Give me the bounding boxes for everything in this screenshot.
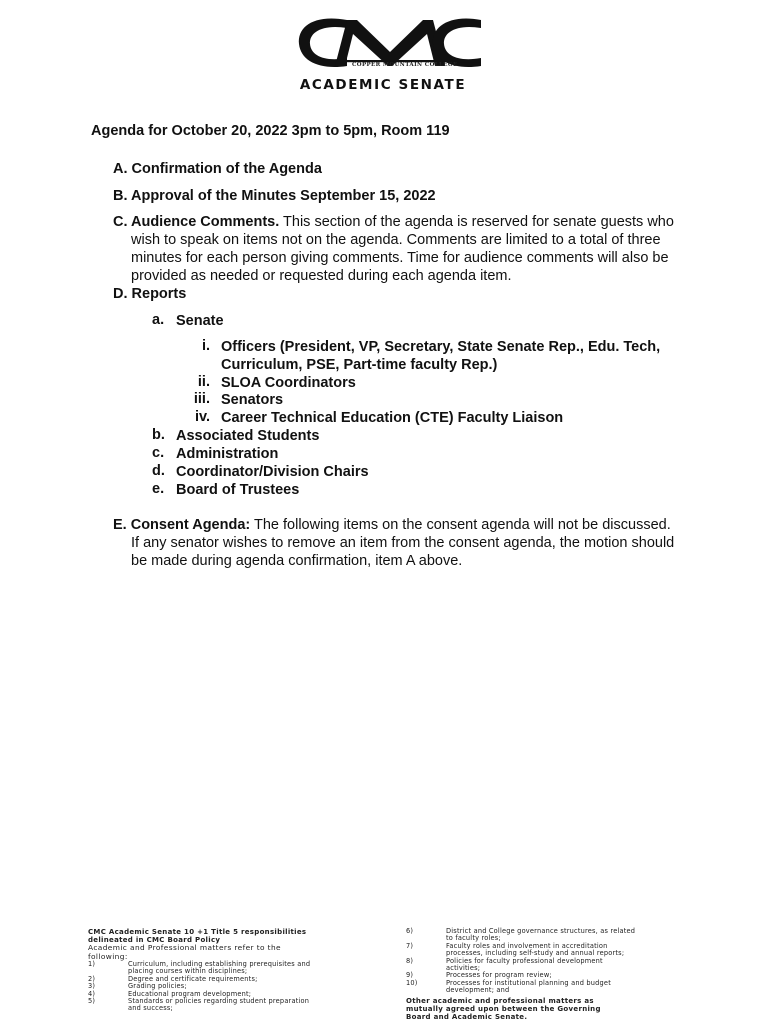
- senate-item-marker: i.: [201, 338, 210, 354]
- footer-item-number: 9): [406, 971, 414, 980]
- agenda-item-c-line3: minutes for each person giving comments. Time for audience comments will also be: [131, 250, 669, 266]
- footer-list-item: [88, 961, 378, 968]
- senate-item-sloa: SLOA Coordinators: [221, 375, 356, 391]
- footer-item-number: 3): [88, 982, 96, 991]
- footer-item-text: Policies for faculty professional development: [446, 956, 603, 965]
- agenda-item-e-lead: E. Consent Agenda:: [113, 517, 251, 533]
- senate-title: ACADEMIC SENATE: [299, 77, 467, 93]
- footer-item-text: Educational program development;: [128, 989, 252, 998]
- footer-item-number: 8): [406, 956, 414, 965]
- footer-item-number: 4): [88, 989, 96, 998]
- footer-item-text: Degree and certificate requirements;: [128, 974, 258, 983]
- footer-heading: CMC Academic Senate 10 +1 Title 5 responsibilities: [88, 928, 307, 936]
- report-marker-d: d.: [152, 463, 165, 479]
- agenda-item-b: B. Approval of the Minutes September 15, 2022: [113, 188, 436, 204]
- footer-list-item: [88, 998, 378, 1005]
- senate-item-officers-cont: Curriculum, PSE, Part-time faculty Rep.): [221, 357, 498, 373]
- footer-item-text: Standards or policies regarding student preparation: [128, 997, 310, 1006]
- report-associated-students: Associated Students: [176, 428, 320, 444]
- agenda-item-e-text: The following items on the consent agenda will not be discussed.: [250, 517, 671, 533]
- footer-list-item: [406, 943, 706, 950]
- footer-subheading: Academic and Professional matters refer to the: [88, 943, 282, 952]
- footer-item-cont: processes, including self-study and annual reports;: [446, 949, 625, 958]
- agenda-item-c-line4: provided as needed or requested during each agenda item.: [131, 268, 512, 284]
- footer-left-column: [88, 928, 378, 1013]
- footer-right-column: [406, 928, 706, 1021]
- footer-item-text: Curriculum, including establishing prerequisites and: [128, 960, 311, 968]
- footer-item-text: Faculty roles and involvement in accreditation: [446, 941, 608, 950]
- footer-other-matters: Board and Academic Senate.: [406, 1012, 528, 1021]
- footer-item-number: 7): [406, 941, 414, 950]
- agenda-item-c-text: This section of the agenda is reserved for senate guests who: [279, 214, 674, 230]
- footer-item-number: 1): [88, 960, 96, 968]
- report-marker-b: b.: [152, 427, 165, 443]
- agenda-heading: Agenda for October 20, 2022 3pm to 5pm, Room 119: [91, 123, 450, 139]
- footer-item-number: 5): [88, 997, 96, 1006]
- report-marker-a: a.: [152, 312, 165, 328]
- report-senate: Senate: [176, 313, 224, 329]
- senate-item-marker: ii.: [197, 374, 210, 390]
- college-name: COPPER MOUNTAIN COLLEGE: [352, 62, 458, 68]
- agenda-item-c: [113, 213, 674, 231]
- footer-other-matters: mutually agreed upon between the Governing: [406, 1004, 601, 1013]
- footer-list-item: [406, 928, 706, 935]
- agenda-item-c-lead: C. Audience Comments.: [113, 214, 280, 230]
- agenda-item-e-line2: If any senator wishes to remove an item from the consent agenda, the motion should: [131, 535, 675, 551]
- footer-item-cont: to faculty roles;: [446, 934, 501, 943]
- footer-item-cont: development; and: [446, 986, 510, 995]
- agenda-item-d: D. Reports: [113, 286, 187, 302]
- report-administration: Administration: [176, 446, 279, 462]
- agenda-item-a: A. Confirmation of the Agenda: [113, 161, 322, 177]
- footer-subheading: following:: [88, 951, 128, 961]
- senate-item-senators: Senators: [221, 392, 284, 408]
- footer-item-number: 6): [406, 927, 414, 935]
- footer-item-text: District and College governance structures, as related: [446, 927, 636, 935]
- senate-item-marker: iv.: [194, 409, 210, 425]
- footer-list-item: [406, 958, 706, 965]
- report-board-of-trustees: Board of Trustees: [176, 482, 300, 498]
- footer-responsibilities: [88, 928, 713, 1020]
- senate-item-marker: iii.: [193, 391, 210, 407]
- footer-item-cont: activities;: [446, 964, 481, 973]
- report-coordinator-chairs: Coordinator/Division Chairs: [176, 464, 369, 480]
- agenda-item-c-line2: wish to speak on items not on the agenda. Comments are limited to a total of three: [131, 232, 661, 248]
- footer-item-cont: and success;: [128, 1004, 173, 1013]
- report-marker-c: c.: [152, 445, 165, 461]
- footer-heading: delineated in CMC Board Policy: [88, 936, 221, 944]
- senate-item-officers: Officers (President, VP, Secretary, State Senate Rep., Edu. Tech,: [221, 339, 661, 355]
- footer-item-cont: placing courses within disciplines;: [128, 967, 248, 976]
- footer-item-text: Processes for program review;: [446, 971, 552, 980]
- footer-item-number: 2): [88, 974, 96, 983]
- agenda-item-e-line3: be made during agenda confirmation, item A above.: [131, 553, 463, 569]
- report-marker-e: e.: [152, 481, 165, 497]
- footer-list-item: [406, 980, 706, 987]
- agenda-item-e: [113, 516, 671, 534]
- footer-other-matters: Other academic and professional matters as: [406, 996, 594, 1005]
- footer-item-number: 10): [406, 978, 418, 987]
- footer-item-text: Processes for institutional planning and budget: [446, 978, 611, 987]
- footer-item-text: Grading policies;: [128, 982, 187, 991]
- senate-item-cte: Career Technical Education (CTE) Faculty Liaison: [221, 410, 564, 426]
